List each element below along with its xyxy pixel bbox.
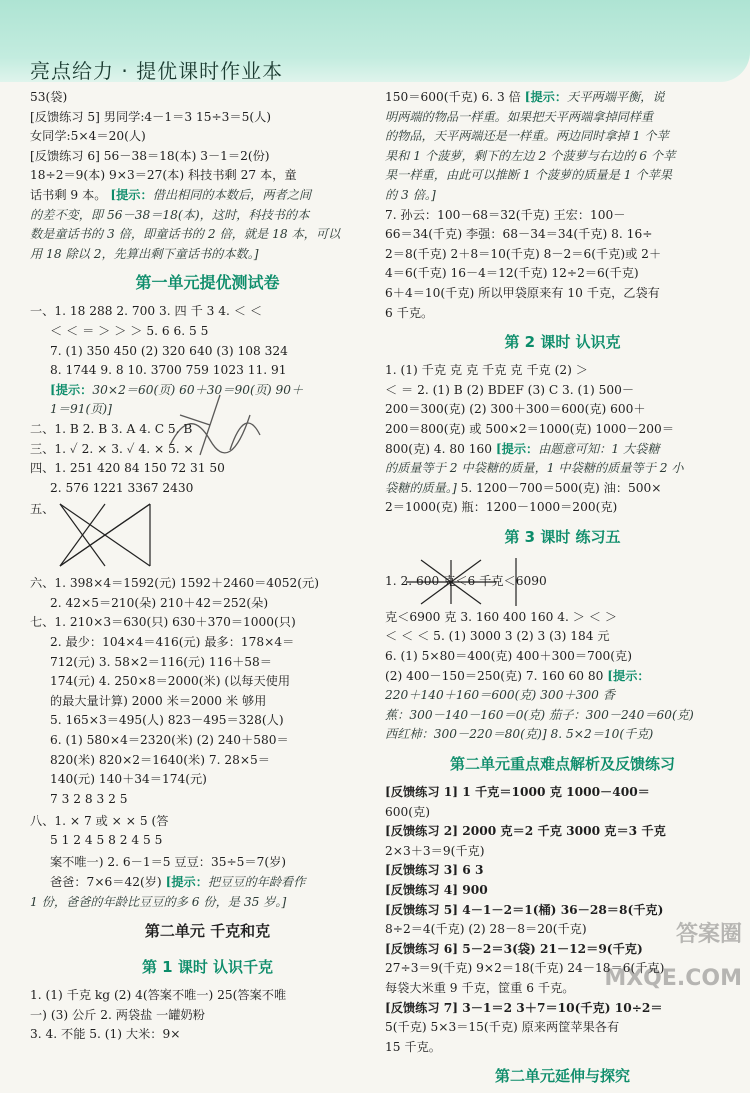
hint-text: 220＋140＋160＝600(克) 300＋300 香 [385,688,615,703]
text-line: 8. 1744 9. 8 10. 3700 759 1023 11. 91 [50,363,287,378]
hint-text: 天平两端平衡，说 [567,90,665,104]
text: 5. 1200－700＝500(克) 油：500× [460,480,662,495]
hint-text: 1＝91(页)] [50,402,112,417]
text-line: 女同学:5×4＝20(人) [30,129,146,144]
text-line [30,873,385,893]
text-line: 四、1. 251 420 84 150 72 31 50 [30,461,225,476]
text-line: 2＝1000(克) 瓶：1200－1000＝200(克) [385,500,618,515]
question-label: 五、 [30,502,55,517]
text-line: 5. 165×3＝495(人) 823－495＝328(人) [50,713,284,728]
hint-label: [提示： [495,441,539,456]
book-title: 亮点给力 · 提优课时作业本 [30,59,284,83]
text-line: 66＝34(千克) 李强：68－34＝34(千克) 8. 16÷ [385,227,653,242]
matching-row [385,556,740,608]
text-line: 2. 42×5＝210(朵) 210＋42＝252(朵) [50,595,269,610]
text-line [385,440,740,460]
text-line: 7. 孙云：100－68＝32(千克) 王宏：100－ [385,207,626,222]
text-line: 27÷3＝9(千克) 9×2＝18(千克) 24－18＝6(千克) [385,961,665,976]
text-line: 6 千克。 [385,305,434,320]
text-line: 6＋4＝10(千克) 所以甲袋原来有 10 千克，乙袋有 [385,285,660,300]
hint-text: 由题意可知：1 大袋糖 [538,441,660,456]
text-line: 6. (1) 5×80＝400(克) 400＋300＝700(克) [385,649,632,664]
text-line: 一、1. 18 288 2. 700 3. 四 千 3 4. ＜ ＜ [30,304,263,319]
text-line: 案不唯一) 2. 6－1＝5 豆豆：35÷5＝7(岁) [50,855,287,870]
matching-lines [30,500,190,572]
feedback-line: [反馈练习 2] 2000 克＝2 千克 3000 克＝3 千克 [385,824,666,839]
feedback-line: [反馈练习 7] 3－1＝2 3＋7＝10(千克) 10÷2＝ [385,1000,663,1015]
pencil-scribble [160,385,280,465]
text-line: 600(克) [385,804,430,819]
text-line: 18÷2＝9(本) 9×3＝27(本) 科技书剩 27 本，童 [30,168,297,183]
text-line: 1. 2. 600 克＜6 千克＜6090 [385,573,547,588]
watermark: 答案圈 MXQE.COM [604,922,742,991]
hint-text: 借出相同的本数后，两者之间 [152,187,312,202]
text-line: 7. (1) 350 450 (2) 320 640 (3) 108 324 [50,343,288,358]
feedback-line: [反馈练习 3] 6 3 [385,863,484,878]
section-heading: 第二单元延伸与探究 [494,1067,630,1086]
lesson-heading: 第 1 课时 认识千克 [141,958,274,977]
text-line: 一) (3) 公斤 2. 两袋盐 一罐奶粉 [30,1007,205,1022]
text-line: 4＝6(千克) 16－4＝12(千克) 12÷2＝6(千克) [385,266,639,281]
feedback-line: [反馈练习 4] 900 [385,883,488,897]
unit-heading: 第二单元 千克和克 [144,922,271,941]
hint-text: 明两端的物品一样重。如果把天平两端拿掉同样重 [385,109,654,124]
hint-text: 果和 1 个菠萝，剩下的左边 2 个菠萝与右边的 6 个苹 [385,148,676,163]
section-heading: 第一单元提优测试卷 [135,273,280,293]
text: 话书剩 9 本。 [30,187,107,202]
text-line: 174(元) 4. 250×8＝2000(米) (以每天使用 [50,674,291,689]
hint-text: 的质量等于 2 中袋糖的质量，1 中袋糖的质量等于 2 小 [385,461,684,476]
text-line [385,479,740,499]
text-line: 15 千克。 [385,1039,441,1054]
text-line: 5(千克) 5×3＝15(千克) 原来两筐苹果各有 [385,1020,620,1035]
text-line: 6. (1) 580×4＝2320(米) (2) 240＋580＝ [50,733,289,748]
text-line: 每袋大米重 9 千克，筐重 6 千克。 [385,980,575,995]
hint-text: 果一样重，由此可以推断 1 个菠萝的质量是 1 个苹果 [385,168,672,183]
text-line: [反馈练习 5] 男同学:4－1＝3 15÷3＝5(人) [30,109,272,124]
text-line: 140(元) 140＋34＝174(元) [50,772,207,787]
hint-label: [提示： [110,187,153,202]
text-line: 2. 576 1221 3367 2430 [50,480,194,495]
text-line: 七、1. 210×3＝630(只) 630＋370＝1000(只) [30,615,296,630]
text: (2) 400－150＝250(克) 7. 160 60 80 [385,668,604,683]
vertical-calc-top: 7 3 2 8 3 2 5 [50,791,128,806]
text-line: 2＝8(千克) 2＋8＝10(千克) 8－2＝6(千克)或 2＋ [385,246,662,261]
text-line [385,667,740,687]
hint-label: [提示： [50,382,93,397]
hint-label: [提示： [607,668,650,683]
hint-text: 西红柿：300－220＝80(克)] 8. 5×2＝10(千克) [385,727,654,742]
feedback-line: [反馈练习 6] 5－2＝3(袋) 21－12＝9(千克) [385,941,643,956]
right-column [385,88,742,1086]
matching-diagram [30,500,385,572]
text-line: 1. (1) 千克 kg (2) 4(答案不唯一) 25(答案不唯 [30,988,287,1003]
left-column [30,88,385,1042]
text-line: [反馈练习 6] 56－38＝18(本) 3－1＝2(份) [30,148,270,163]
lesson-heading: 第 2 课时 认识克 [504,333,621,352]
text-line: 2×3＋3＝9(千克) [385,843,485,858]
vertical-calc-bottom: 5 1 2 4 5 8 2 4 5 5 [50,833,163,848]
text: 150＝600(千克) 6. 3 倍 [385,90,521,104]
hint-label: [提示： [165,875,208,889]
text-line: 8÷2＝4(千克) (2) 28－8＝20(千克) [385,922,587,937]
hint-text: 的物品，天平两端还是一样重。两边同时拿掉 1 个苹 [385,129,669,144]
text-line: ＜ ＝ 2. (1) B (2) BDEF (3) C 3. (1) 500－ [385,382,635,397]
feedback-line: [反馈练习 5] 4－1－2＝1(桶) 36－28＝8(千克) [385,902,664,917]
text-line: 820(米) 820×2＝1640(米) 7. 28×5＝ [50,752,270,767]
text-line: 八、1. × 7 或 × × 5 (答 [30,813,169,828]
text-line: ＜ ＜ ＜ 5. (1) 3000 3 (2) 3 (3) 184 元 [385,629,610,644]
hint-text: 把豆豆的年龄看作 [207,875,306,889]
text-line [385,88,740,108]
text: 爸爸：7×6＝42(岁) [50,875,162,889]
hint-text: 用 18 除以 2，先算出剩下童话书的本数。] [30,246,259,261]
text-line: 200＝800(克) 或 500×2＝1000(克) 1000－200＝ [385,421,675,436]
text-line: 53(袋) [30,90,68,104]
section-heading: 第二单元重点难点解析及反馈练习 [449,755,675,774]
text-line [30,186,385,206]
page-header [0,0,750,82]
text-line: 712(元) 3. 58×2＝116(元) 116＋58＝ [50,654,272,669]
hint-text: 袋糖的质量。] [385,480,457,495]
hint-text: 数是童话书的 3 倍，即童话书的 2 倍，就是 18 本，可以 [30,227,341,242]
hint-label: [提示： [524,90,568,104]
text-line: 200＝300(克) (2) 300＋300＝600(克) 600＋ [385,402,646,417]
feedback-line: [反馈练习 1] 1 千克＝1000 克 1000－400＝ [385,785,650,800]
hint-text: 蕉：300－140－160＝0(克) 茄子：300－240＝60(克) [385,707,694,722]
text-line: 3. 4. 不能 5. (1) 大米：9× [30,1027,181,1042]
matching-lines [401,556,521,608]
lesson-heading: 第 3 课时 练习五 [504,527,621,546]
hint-text: 的 3 倍。] [385,187,436,202]
text-line: 三、1. ✓ 2. × 3. ✓ 4. × 5. × [30,441,194,456]
text-line: 2. 最少：104×4＝416(元) 最多：178×4＝ [50,635,295,650]
text-line: 1. (1) 千克 克 克 千克 克 千克 (2) ＞ [385,363,588,378]
text-line: 克＜6900 克 3. 160 400 160 4. ＞ ＜ ＞ [385,609,618,624]
hint-text: 30×2＝60(页) 60＋30＝90(页) 90＋ [92,382,304,397]
text: 800(克) 4. 80 160 [385,441,492,456]
text-line: 六、1. 398×4＝1592(元) 1592＋2460＝4052(元) [30,576,320,591]
hint-text: 1 份，爸爸的年龄比豆豆的多 6 份，是 35 岁。] [30,894,287,909]
text-line: 二、1. B 2. B 3. A 4. C 5. B [30,421,193,436]
text-line: ＜ ＜ ＝ ＞ ＞ ＞ 5. 6 6. 5 5 [50,323,209,338]
text-line: 的最大量计算) 2000 米＝2000 米 够用 [50,693,267,708]
hint-text: 的差不变，即 56－38＝18(本)，这时，科技书的本 [30,207,310,222]
